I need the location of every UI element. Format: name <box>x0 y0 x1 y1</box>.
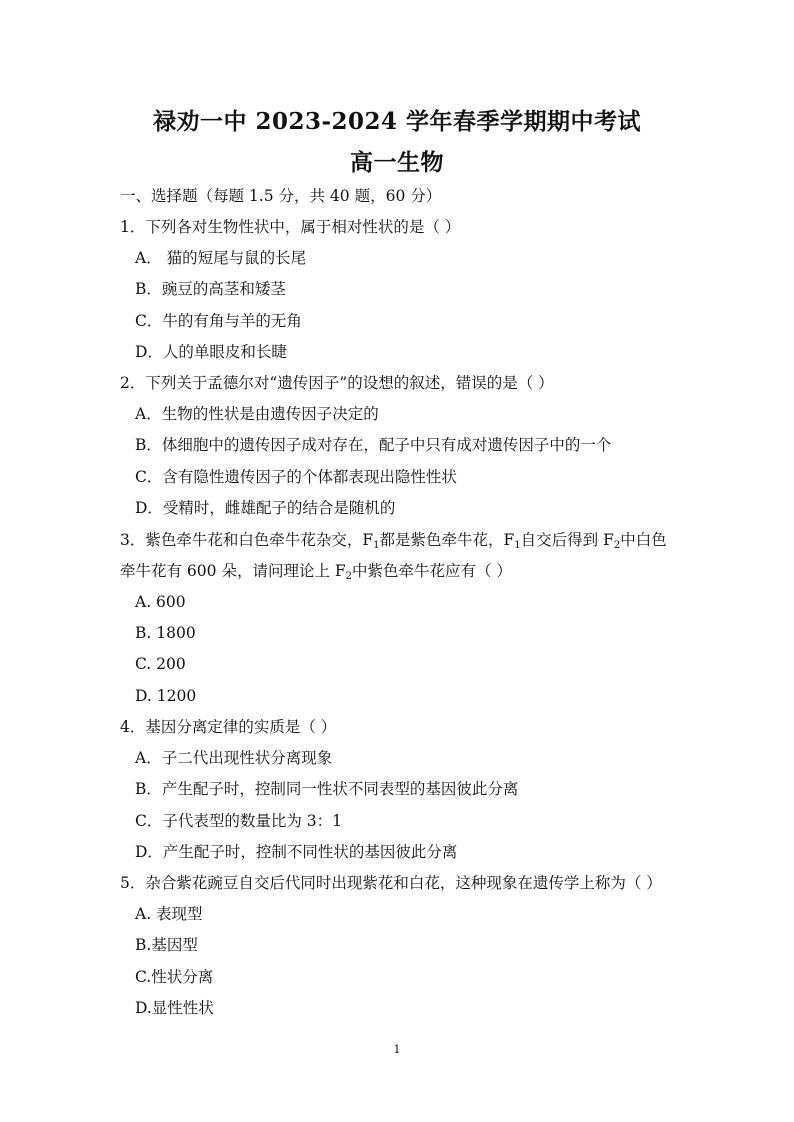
q3-subscript-1: 1 <box>373 540 380 551</box>
q3-text-part-3: 自交后得到 F <box>520 531 614 549</box>
question-1-stem: 1．下列各对生物性状中，属于相对性状的是（ ） <box>120 218 461 236</box>
question-4-option-c: C．子代表型的数量比为 3：1 <box>135 812 343 830</box>
question-3-option-a: A. 600 <box>135 593 186 611</box>
q3-text-part-1: 3．紫色牵牛花和白色牵牛花杂交，F <box>120 531 374 549</box>
question-4-option-d: D．产生配子时，控制不同性状的基因彼此分离 <box>135 843 458 861</box>
q3-subscript-2: 1 <box>514 540 521 551</box>
q3-text-part-6: 中紫色牵牛花应有（ ） <box>352 562 512 580</box>
question-5-option-a: A. 表现型 <box>135 905 203 923</box>
question-3-stem-line-2 <box>120 561 512 587</box>
question-2-stem: 2．下列关于孟德尔对“遗传因子”的设想的叙述，错误的是（ ） <box>120 374 554 392</box>
question-4-option-a: A．子二代出现性状分离现象 <box>135 749 333 767</box>
question-3-option-b: B. 1800 <box>135 624 196 642</box>
section-heading: 一、选择题（每题 1.5 分，共 40 题，60 分） <box>120 187 442 205</box>
exam-title: 禄劝一中 2023-2024 学年春季学期期中考试 <box>152 108 642 135</box>
q3-subscript-4: 2 <box>345 571 352 582</box>
question-4-option-b: B．产生配子时，控制同一性状不同表型的基因彼此分离 <box>135 780 519 798</box>
question-5-option-d: D.显性性状 <box>135 999 214 1017</box>
question-2-option-b: B．体细胞中的遗传因子成对存在，配子中只有成对遗传因子中的一个 <box>135 436 612 454</box>
q3-text-part-2: 都是紫色牵牛花，F <box>379 531 515 549</box>
page-number: 1 <box>393 1043 401 1056</box>
question-2-option-d: D．受精时，雌雄配子的结合是随机的 <box>135 499 396 517</box>
question-4-stem: 4．基因分离定律的实质是（ ） <box>120 718 337 736</box>
question-5-stem: 5．杂合紫花豌豆自交后代同时出现紫花和白花，这种现象在遗传学上称为（ ） <box>120 874 662 892</box>
question-1-option-c: C．牛的有角与羊的无角 <box>135 312 302 330</box>
question-2-option-a: A．生物的性状是由遗传因子决定的 <box>135 405 379 423</box>
question-5-option-b: B.基因型 <box>135 936 198 954</box>
question-1-option-a: A． 猫的短尾与鼠的长尾 <box>135 249 307 267</box>
question-3-option-c: C. 200 <box>135 655 186 673</box>
exam-subtitle: 高一生物 <box>350 149 444 176</box>
q3-subscript-3: 2 <box>613 540 621 551</box>
question-5-option-c: C.性状分离 <box>135 968 214 986</box>
q3-text-part-4: 中白色 <box>620 531 667 549</box>
question-1-option-b: B．豌豆的高茎和矮茎 <box>135 280 286 298</box>
question-3-stem-line-1 <box>120 530 667 556</box>
question-2-option-c: C．含有隐性遗传因子的个体都表现出隐性性状 <box>135 468 457 486</box>
question-1-option-d: D．人的单眼皮和长睫 <box>135 343 287 361</box>
question-3-option-d: D. 1200 <box>135 687 197 705</box>
q3-text-part-5: 牵牛花有 600 朵，请问理论上 F <box>120 562 346 580</box>
